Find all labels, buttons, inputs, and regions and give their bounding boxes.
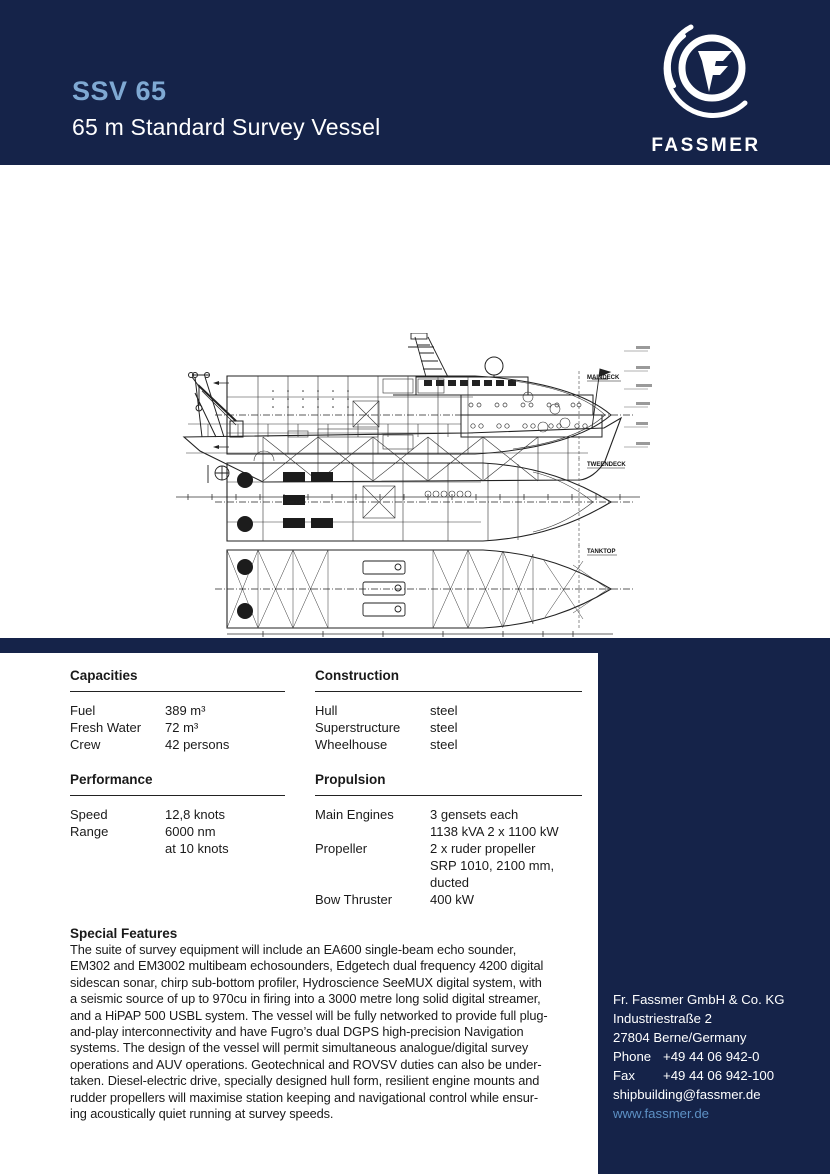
header-band (0, 0, 830, 165)
row-value: steel (430, 737, 458, 752)
row-value: 1138 kVA 2 x 1100 kW (430, 824, 559, 839)
section-construction (315, 668, 582, 753)
table-row (70, 736, 285, 753)
table-row (315, 806, 582, 840)
row-label: Hull (315, 703, 338, 718)
features-text-line: and a HiPAP 500 USBL system. The vessel will be fully networked to provide full plug- (70, 1007, 548, 1023)
table-row (315, 702, 582, 719)
tween-deck-plan (213, 458, 638, 546)
divider (315, 691, 582, 692)
row-label: Range (70, 824, 109, 839)
row-label: Fresh Water (70, 720, 142, 735)
specs-card (0, 653, 598, 1174)
section-performance (70, 772, 285, 857)
row-value: steel (430, 703, 458, 718)
section-capacities (70, 668, 285, 753)
table-row (70, 823, 285, 857)
section-title: Construction (315, 668, 399, 683)
footer-band (0, 638, 830, 1174)
email-link[interactable]: shipbuilding@fassmer.de (613, 1087, 761, 1102)
features-text-line: taken. Diesel-electric drive, specially designed hull form, resilient engine mounts and (70, 1073, 540, 1089)
features-text-line: The suite of survey equipment will include an EA600 single-beam echo sounder, (70, 942, 517, 957)
company-name: Fr. Fassmer GmbH & Co. KG (613, 992, 785, 1007)
main-deck-plan (213, 371, 638, 459)
row-value: 400 kW (430, 892, 475, 907)
row-label: Crew (70, 737, 101, 752)
row-label: Propeller (315, 841, 368, 856)
table-row (315, 719, 582, 736)
row-value: at 10 knots (165, 841, 229, 856)
section-title: Propulsion (315, 772, 386, 787)
section-title: Performance (70, 772, 153, 787)
row-value: 3 gensets each (430, 807, 519, 822)
divider (70, 691, 285, 692)
fax-label: Fax (613, 1068, 635, 1083)
contact-block (613, 990, 823, 1123)
features-text-line: ing acoustically quiet running at survey speeds. (70, 1106, 334, 1122)
tank-top-plan (213, 545, 638, 637)
phone-label: Phone (613, 1049, 652, 1064)
deck-label: MAINDECK (587, 375, 620, 381)
table-row (315, 891, 582, 908)
fax-number: +49 44 06 942-100 (663, 1068, 775, 1083)
features-text-line: rudder propellers will maximise station keeping and navigational control while ensur- (70, 1089, 539, 1105)
special-features (70, 925, 585, 1122)
deck-label: TANKTOP (587, 549, 616, 555)
features-text-line: and-play interconnectivity and have Fugro’s dual DGPS high-precision Navigation (70, 1024, 524, 1040)
table-row (70, 806, 285, 823)
row-label: Fuel (70, 703, 96, 718)
features-text-line: sidescan sonar, chirp sub-bottom profiler, Hydroscience SeeMUX digital system, with (70, 974, 542, 990)
logo-wordmark: FASSMER (651, 135, 761, 156)
fassmer-logo (645, 24, 767, 157)
row-label: Main Engines (315, 807, 394, 822)
page-subtitle: 65 m Standard Survey Vessel (72, 114, 381, 140)
spec-column-right (315, 668, 582, 927)
table-row (315, 840, 582, 891)
phone-row (613, 1047, 823, 1066)
company-street: Industriestraße 2 (613, 1011, 712, 1026)
features-text-line: operations and AUV operations. Geotechnical and ROVSV duties can also be under- (70, 1056, 542, 1072)
row-label: Speed (70, 807, 108, 822)
section-title: Capacities (70, 668, 138, 683)
row-label: Bow Thruster (315, 892, 393, 907)
row-value: SRP 1010, 2100 mm, (430, 858, 555, 873)
section-propulsion (315, 772, 582, 908)
fax-row (613, 1066, 823, 1085)
row-label: Wheelhouse (315, 737, 388, 752)
title-block (72, 76, 380, 141)
row-value: ducted (430, 875, 470, 890)
table-row (70, 719, 285, 736)
divider (70, 795, 285, 796)
features-text-line: EM302 and EM3002 multibeam echosounders, Edgetech dual frequency 4200 digital (70, 958, 544, 974)
divider (315, 795, 582, 796)
phone-number: +49 44 06 942-0 (663, 1049, 760, 1064)
row-value: steel (430, 720, 458, 735)
technical-drawings (0, 165, 830, 638)
row-value: 72 m³ (165, 720, 199, 735)
website-link[interactable]: www.fassmer.de (613, 1106, 710, 1121)
features-text-line: systems. The design of the vessel will permit simultaneous analogue/digital survey (70, 1040, 529, 1056)
special-features-title: Special Features (70, 926, 178, 941)
row-value: 2 x ruder propeller (430, 841, 536, 856)
features-text-line: a seismic source of up to 970cu in firing into a 3000 metre long solid digital streamer, (70, 991, 541, 1007)
row-label: Superstructure (315, 720, 401, 735)
table-row (315, 736, 582, 753)
row-value: 389 m³ (165, 703, 206, 718)
deck-label: TWEENDECK (587, 462, 626, 468)
table-row (70, 702, 285, 719)
row-value: 42 persons (165, 737, 230, 752)
row-value: 12,8 knots (165, 807, 225, 822)
fassmer-logo-icon (654, 24, 758, 128)
company-city: 27804 Berne/Germany (613, 1030, 747, 1045)
page-title: SSV 65 (72, 76, 167, 106)
row-value: 6000 nm (165, 824, 216, 839)
spec-column-left (70, 668, 285, 876)
